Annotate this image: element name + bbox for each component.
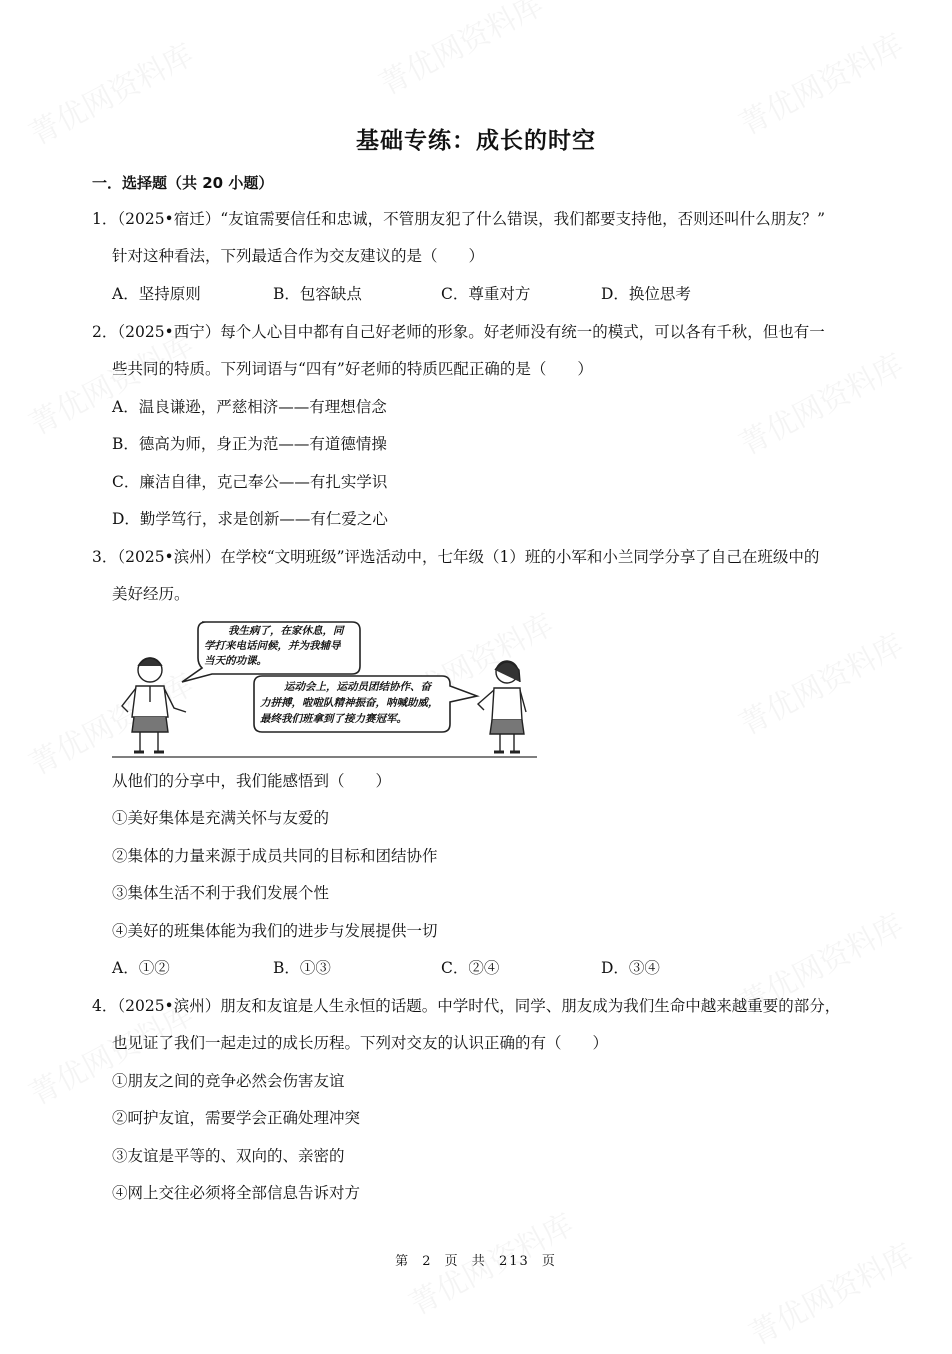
q1-option-b: B．包容缺点 [273, 285, 362, 303]
question-4-line-2: 也见证了我们一起走过的成长历程。下列对交友的认识正确的有（ ） [112, 1034, 609, 1052]
watermark [730, 340, 910, 463]
question-2-line-2: 些共同的特质。下列词语与“四有”好老师的特质匹配正确的是（ ） [112, 360, 593, 378]
q2-option-a: A．温良谦逊，严慈相济——有理想信念 [112, 398, 387, 416]
q3-option-c: C．②④ [441, 959, 500, 977]
watermark [730, 620, 910, 743]
question-3-line-1: 3．（2025•滨州）在学校“文明班级”评选活动中，七年级（1）班的小军和小兰同学分享了自己在班级中的 [92, 548, 820, 566]
page-title: 基础专练：成长的时空 [356, 128, 596, 154]
q3-option-a: A．①② [112, 959, 170, 977]
speech-bubble-2: 运动会上，运动员团结协作、奋 力拼搏，啦啦队精神振奋，呐喊助威， 最终我们班拿到了接力赛冠军。 [260, 681, 439, 725]
question-1-line-2: 针对这种看法，下列最适合作为交友建议的是（ ） [112, 247, 485, 265]
q2-option-c: C．廉洁自律，克己奉公——有扎实学识 [112, 473, 388, 491]
q3-option-b: B．①③ [273, 959, 331, 977]
q3-item-2: ②集体的力量来源于成员共同的目标和团结协作 [112, 847, 438, 865]
total-page-count: 213 [498, 1254, 530, 1269]
section-heading: 一．选择题（共 20 小题） [92, 174, 274, 192]
q1-option-d: D．换位思考 [601, 285, 691, 303]
question-2-line-1: 2．（2025•西宁）每个人心目中都有自己好老师的形象。好老师没有统一的模式，可以各有千秋，但也有一 [92, 323, 825, 341]
question-4-line-1: 4．（2025•滨州）朋友和友谊是人生永恒的话题。中学时代，同学、朋友成为我们生命中越来越重要的部分， [92, 997, 841, 1015]
boy-figure [122, 658, 186, 752]
current-page-number: 2 [422, 1254, 433, 1269]
question-1-line-1: 1．（2025•宿迁）“友谊需要信任和忠诚，不管朋友犯了什么错误，我们都要支持他，否则还叫什么朋友？” [92, 210, 826, 228]
q1-option-a: A．坚持原则 [112, 285, 201, 303]
q2-option-d: D．勤学笃行，求是创新——有仁爱之心 [112, 510, 388, 528]
question-3-stem: 从他们的分享中，我们能感悟到（ ） [112, 772, 392, 790]
q4-item-4: ④网上交往必须将全部信息告诉对方 [112, 1184, 361, 1202]
q1-option-c: C．尊重对方 [441, 285, 531, 303]
q4-item-2: ②呵护友谊，需要学会正确处理冲突 [112, 1109, 361, 1127]
q3-item-4: ④美好的班集体能为我们的进步与发展提供一切 [112, 922, 438, 940]
q3-option-d: D．③④ [601, 959, 660, 977]
question-3-line-2: 美好经历。 [112, 585, 190, 603]
q4-item-3: ③友谊是平等的、双向的、亲密的 [112, 1147, 345, 1165]
q3-item-1: ①美好集体是充满关怀与友爱的 [112, 809, 330, 827]
girl-figure [478, 661, 526, 752]
q4-item-1: ①朋友之间的竞争必然会伤害友谊 [112, 1072, 345, 1090]
q2-option-b: B．德高为师，身正为范——有道德情操 [112, 435, 387, 453]
watermark [370, 0, 550, 104]
speech-bubble-1: 我生病了，在家休息，同 学打来电话问候，并为我辅导 当天的功课。 [204, 625, 344, 667]
page-footer: 第 2 页 共 213 页 [395, 1254, 557, 1269]
q3-item-3: ③集体生活不利于我们发展个性 [112, 884, 330, 902]
watermark [740, 1230, 920, 1353]
question-3-illustration [112, 612, 537, 762]
